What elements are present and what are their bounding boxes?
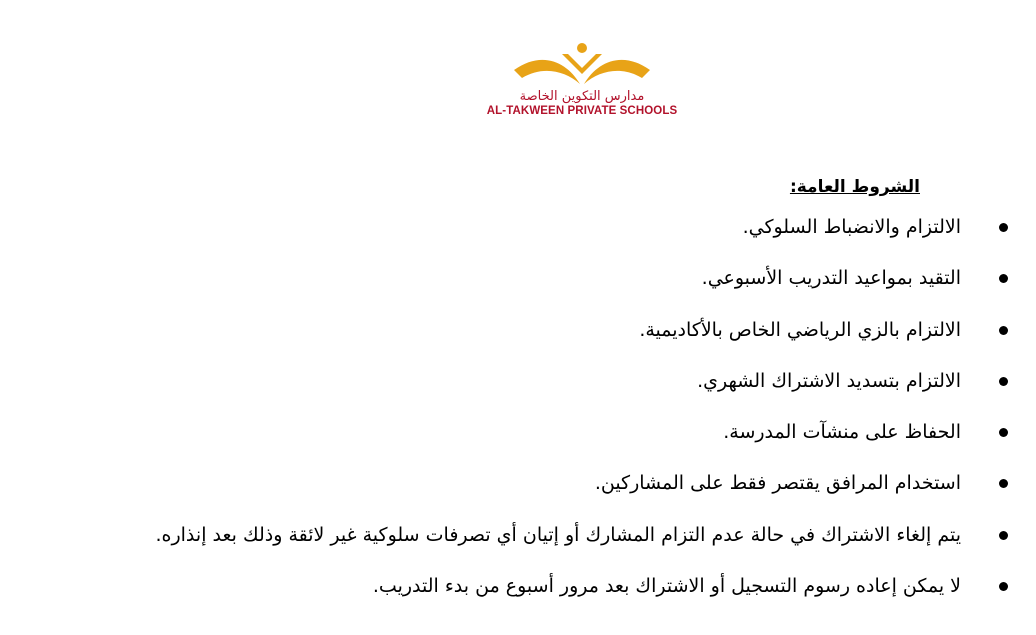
list-item-text: الالتزام بتسديد الاشتراك الشهري. bbox=[697, 369, 961, 392]
bullet-icon bbox=[999, 531, 1008, 540]
bullet-icon bbox=[999, 223, 1008, 232]
list-item bbox=[16, 569, 1016, 620]
list-item bbox=[16, 313, 1016, 364]
list-item-text: لا يمكن إعاده رسوم التسجيل أو الاشتراك بعد مرور أسبوع من بدء التدريب. bbox=[372, 575, 961, 598]
logo-english-name: AL-TAKWEEN PRIVATE SCHOOLS bbox=[486, 105, 678, 117]
emblem-left-page bbox=[514, 60, 580, 84]
school-logo bbox=[482, 40, 682, 122]
list-item bbox=[16, 261, 1016, 312]
list-item-text: التقيد بمواعيد التدريب الأسبوعي. bbox=[701, 267, 961, 290]
emblem-right-page bbox=[584, 60, 650, 84]
list-item-text: يتم إلغاء الاشتراك في حالة عدم التزام المشارك أو إتيان أي تصرفات سلوكية غير لائقة وذلك بعد إنذاره. bbox=[155, 523, 961, 546]
logo-arabic-name: مدارس التكوين الخاصة bbox=[519, 89, 645, 104]
list-item bbox=[16, 518, 1016, 569]
list-item-text: الحفاظ على منشآت المدرسة. bbox=[723, 421, 961, 444]
section-heading: الشروط العامة: bbox=[789, 177, 920, 197]
bullet-icon bbox=[999, 326, 1008, 335]
list-item bbox=[16, 210, 1016, 261]
bullet-icon bbox=[999, 377, 1008, 386]
list-item-text: الالتزام بالزي الرياضي الخاص بالأكاديمية. bbox=[639, 318, 961, 341]
list-item-text: الالتزام والانضباط السلوكي. bbox=[742, 216, 961, 238]
open-book-emblem-icon bbox=[512, 40, 652, 88]
bullet-icon bbox=[999, 274, 1008, 283]
bullet-icon bbox=[999, 428, 1008, 437]
list-item bbox=[16, 466, 1016, 517]
list-item bbox=[16, 364, 1016, 415]
general-terms-section bbox=[16, 170, 1016, 620]
list-item-text: استخدام المرافق يقتصر فقط على المشاركين. bbox=[594, 472, 961, 495]
bullet-icon bbox=[999, 582, 1008, 591]
bullet-icon bbox=[999, 479, 1008, 488]
terms-list bbox=[16, 210, 1016, 620]
emblem-head bbox=[577, 43, 587, 53]
list-item bbox=[16, 415, 1016, 466]
